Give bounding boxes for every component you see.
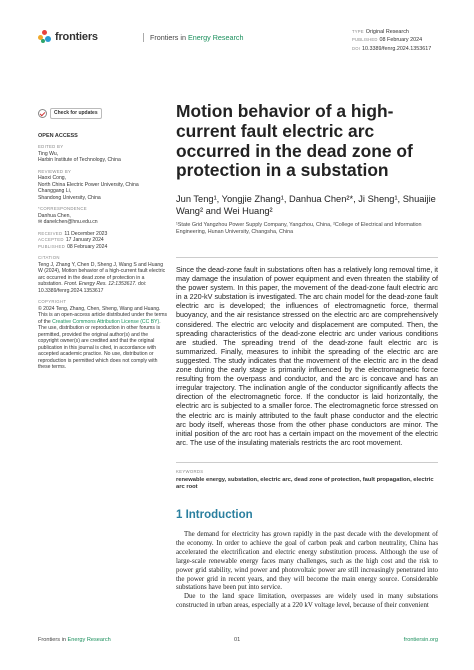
affiliations: ¹State Grid Yangzhou Power Supply Company, Yangzhou, China, ²College of Electrical and Information Engineering, Hunan University, Changsha, China	[176, 222, 422, 235]
article-title: Motion behavior of a high-current fault electric arc occurred in the dead zone of protection in a substation	[176, 101, 413, 181]
edited-by-label: EDITED BY	[38, 144, 64, 149]
logo-text: frontiers	[55, 31, 98, 43]
open-access-label: OPEN ACCESS	[38, 132, 78, 139]
introduction-body	[176, 531, 438, 611]
keywords: renewable energy, substation, electric arc, dead zone of protection, fault propagation, electric arc root	[176, 477, 434, 491]
abstract-bottom-rule	[176, 462, 438, 463]
article-meta: TYPE Original Research PUBLISHED 08 February 2024 DOI 10.3389/fenrg.2024.1353617	[352, 29, 432, 52]
introduction-heading: 1 Introduction	[176, 509, 253, 521]
reviewed-by-text: Haoxi Cong, North China Electric Power University, China Changgang Li, Shandong University, China	[38, 175, 139, 201]
cc-by-license-link[interactable]: Creative Commons Attribution License (CC BY)	[52, 318, 160, 325]
page-number: 01	[234, 637, 241, 643]
footer-site-link[interactable]: frontiersin.org	[403, 637, 438, 643]
copyright-text: © 2024 Teng, Zhang, Chen, Sheng, Wang and Huang. This is an open-access article distributed under the terms of the Creative Commons Attribution License (CC BY). The use, distribution or reproduction in other forums is permitted, provided the original author(s) and the copyright owner(s) are credited and that the original publication in this journal is cited, in accordance with accepted academic practice. No use, distribution or reproduction is permitted which does not comply with these terms.	[38, 305, 168, 370]
frontiers-logo-icon	[38, 30, 52, 44]
correspondence-name: Danhua Chen,	[38, 212, 71, 219]
copyright-label: COPYRIGHT	[38, 299, 67, 304]
frontiers-logo[interactable]	[38, 30, 98, 44]
citation-text: Teng J, Zhang Y, Chen D, Sheng J, Wang S and Huang W (2024), Motion behavior of a high-current fault electric arc occurred in the dead zone of protection in a substation. Front. Energy Res. 12:1353617. doi: 10.3389/fenrg.2024.1353617	[38, 261, 166, 294]
intro-paragraph: The demand for electricity has grown rapidly in the past decade with the development of the economy. In order to achieve the goal of carbon peak and carbon neutrality, China has accelerated the electrification and electric energy substitution process. Although the use of large-scale renewable energy faces many challenges, such as the high cost and the risk to power grid stability, wind power and photovoltaic power are still increasingly penetrated into the power grid in recent years, and they will become the main energy source. Considerable substations have been put into service.	[176, 531, 438, 592]
doi-link[interactable]: 10.3389/fenrg.2024.1353617	[362, 45, 432, 52]
article-sidebar	[38, 108, 168, 371]
reviewed-by-label: REVIEWED BY	[38, 168, 72, 174]
abstract-top-rule	[176, 257, 438, 258]
citation-label: CITATION	[38, 255, 60, 260]
correspondence-email[interactable]: ✉ danelchen@hnu.edu.cn	[38, 219, 98, 225]
abstract: Since the dead-zone fault in substations often has a relatively long removal time, it may damage the insulation of power equipment and even threaten the stability of the power system. In this paper, the movement of the dead-zone fault electric arc in a 220-kV substation is investigated. The arc chain model for the dead-zone fault electric arc is developed; the influences of electromagnetic force, thermal buoyancy, and the air resistance stressed on the electric arc are comprehensively considered. The electric arc velocity and displacement are computed. Then, the spreading characteristics of the dead-zone electric arc under various conditions are studied. The spreading trend of the dead-zone fault electric arc is summarized. Finally, measures to inhibit the spreading of the electric arc are suggested. The study indicates that the movement of the electric arc in the dead zone during the early stage is primarily influenced by the electromagnetic force resulting from the overpass and conductor, and the arc is concave and has an irregular trajectory. The inclination angle of the conductor significantly affects the direction of the electromagnetic force. If the conductor is laid horizontally, the electric arc is subjected to a smaller force. The electromagnetic force stressed on the electric arc is mainly attributed to the fault phase conductor and the electric arc body itself, whereas those from the other phase conductors are minor. The initial position of the arc root has a certain impact on the movement of the electric arc. The use of the insulating materials restricts the arc root movement.	[176, 265, 438, 447]
author-list: Jun Teng¹, Yongjie Zhang¹, Danhua Chen²*, Ji Sheng¹, Shuaijie Wang² and Wei Huang²	[176, 194, 436, 217]
page-header	[38, 28, 438, 52]
correspondence-label: *CORRESPONDENCE	[38, 206, 87, 211]
journal-name[interactable]: Frontiers in Energy Research	[143, 33, 243, 42]
article-dates: RECEIVED 11 December 2023 ACCEPTED 17 January 2024 PUBLISHED 08 February 2024	[38, 230, 108, 250]
edited-by-text: Ting Wu, Harbin Institute of Technology, China	[38, 150, 121, 163]
footer-journal[interactable]: Frontiers in Energy Research	[38, 637, 111, 643]
intro-paragraph: Due to the land space limitation, overpasses are widely used in many substations constructed in urban areas, especially at a 220 kV voltage level, because of their convenient	[176, 593, 438, 610]
check-updates-icon	[38, 109, 47, 118]
check-for-updates-button[interactable]: Check for updates	[38, 108, 168, 119]
keywords-label: KEYWORDS	[176, 469, 204, 474]
